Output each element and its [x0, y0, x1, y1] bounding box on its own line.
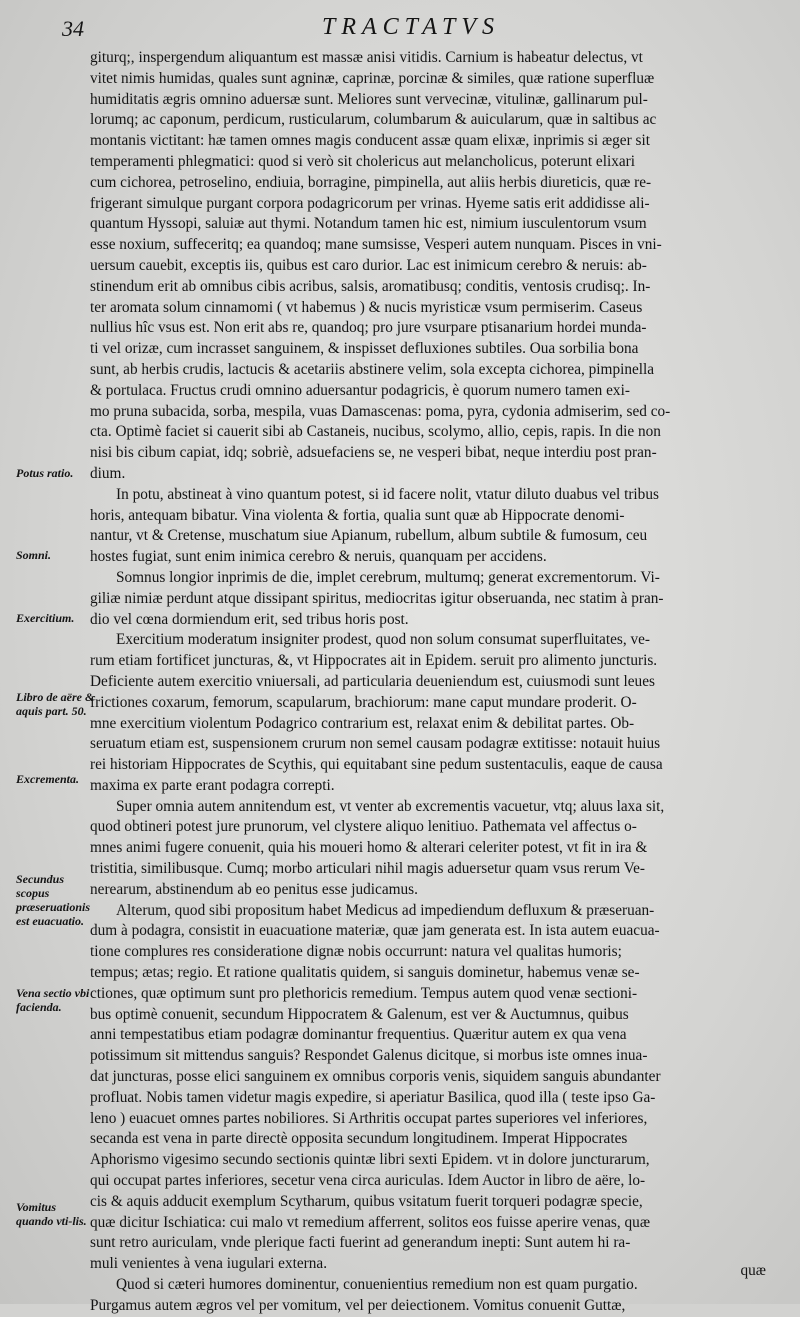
- text-line: quæ dicitur Ischiatica: cui malo vt remedium afferrent, solitos eos fuisse aperire venas, quæ: [90, 1213, 651, 1231]
- margin-note-somni: Somni.: [16, 548, 52, 562]
- margin-note-potus: Potus ratio.: [16, 466, 74, 480]
- text-line: nantur, vt & Cretense, muschatum siue Apianum, rubellum, album subtile & fumosum, ceu: [90, 527, 648, 545]
- text-line: dium.: [90, 464, 126, 482]
- text-line: temperamenti phlegmatici: quod si verò sit cholericus aut melancholicus, poterunt elixari: [90, 152, 636, 170]
- margin-note-libro: Libro de aëre & aquis part. 50.: [16, 690, 95, 718]
- text-line: tristitia, similibusque. Cumq; morbo articulari nihil magis aduersetur quam vsus rerum Ve-: [90, 860, 645, 878]
- text-line: tione complures res consideratione dignæ nobis occurrunt: natura vel qualitas humoris;: [90, 943, 622, 961]
- text-line: uersum cauebit, exceptis iis, quibus est caro durior. Lac est inimicum cerebro & neruis: ab-: [90, 256, 647, 274]
- margin-note-vomitus: Vomitus quando vti-lis.: [16, 1200, 87, 1228]
- text-line: nisi bis cibum capiat, idq; sobriè, adsuefaciens se, ne vesperi bibat, neque interdiu post pran-: [90, 444, 657, 462]
- text-line: Aphorismo vigesimo secundo sectionis quintæ libri sexti Epidem. vt in dolore juncturarum,: [90, 1151, 650, 1169]
- text-line: lorumq; ac caponum, perdicum, rusticularum, columbarum & auicularum, quæ in saltibus ac: [90, 111, 657, 129]
- page-number: 34: [62, 16, 84, 41]
- text-line: sunt, ab herbis crudis, lactucis & acetariis abstinere velim, sola excepta cichorea, pimpinella: [90, 360, 655, 378]
- text-line: giturq;, inspergendum aliquantum est massæ anisi vitidis. Carnium is habeatur delectus, vt: [90, 49, 643, 66]
- text-line: hostes fugiat, sunt enim inimica cerebro & neruis, quanquam per accidens.: [90, 548, 547, 566]
- text-line: dio vel cœna dormiendum erit, sed tribus horis post.: [90, 610, 409, 628]
- text-line: mne exercitium violentum Podagrico contrarium est, relaxat enim & debilitat partes. Ob-: [90, 714, 635, 732]
- text-line: Purgamus autem ægros vel per vomitum, vel per deiectionem. Vomitus conuenit Guttæ,: [90, 1296, 626, 1314]
- running-title: TRACTATVS: [322, 14, 501, 40]
- text-line: seruatum etiam est, suspensionem crurum non semel causam podagræ extitisse: notauit huius: [90, 735, 661, 753]
- text-line: Exercitium moderatum insigniter prodest, quod non solum consumat superfluitates, ve-: [116, 631, 651, 649]
- catchword: quæ: [740, 1262, 766, 1279]
- text-line: & portulaca. Fructus crudi omnino aduersantur podagricis, è quorum numero tamen exi-: [90, 381, 630, 399]
- text-line: anni tempestatibus etiam podagræ dominantur frequentius. Quæritur autem ex qua vena: [90, 1026, 627, 1044]
- text-line: quantum Hyssopi, saluiæ aut thymi. Notandum tamen hic est, nimium iusculentorum vsum: [90, 215, 647, 233]
- text-line: mo pruna subacida, sorba, mespila, vuas Damascenas: poma, pyra, cydonia admiserim, sed co-: [90, 402, 671, 420]
- text-line: ti vel orizæ, cum incrasset sanguinem, & inspisset defluxiones subtiles. Oua sorbilia bona: [90, 340, 639, 358]
- text-line: ter aromata solum cinnamomi ( vt habemus ) & nucis myristicæ vsum permiserim. Caseus: [90, 298, 643, 316]
- text-line: quod obtineri potest jure prunorum, vel clystere aliquo lenitiuo. Pathemata vel affectus o-: [90, 818, 637, 836]
- text-line: Deficiente autem exercitio vniuersali, ad particularia deueniendum est, cuiusmodi sunt leues: [90, 672, 655, 690]
- text-line: potissimum sit mittendus sanguis? Respondet Galenus dicitque, si morbus iste omnes inua-: [90, 1047, 648, 1065]
- text-line: cis & aquis adducit exemplum Scytharum, quibus vsitatum fuerit torqueri podagræ specie,: [90, 1192, 643, 1210]
- text-line: secanda est vena in parte directè opposita secundum longitudinem. Imperat Hippocrates: [90, 1130, 628, 1148]
- margin-note-secundus: Secundus scopus præseruationis est euacuatio.: [16, 872, 91, 928]
- text-line: Alterum, quod sibi propositum habet Medicus ad impediendum defluxum & præseruan-: [116, 901, 655, 919]
- text-line: cum cichorea, petroselino, endiuia, borragine, pimpinella, aut aliis herbis diureticis, quæ re-: [90, 173, 652, 191]
- text-line: nullius hîc vsus est. Non erit abs re, quandoq; pro jure vsurpare ptisanarium hordei munda-: [90, 319, 647, 337]
- text-line: muli venientes à vena iugulari externa.: [90, 1255, 328, 1273]
- text-line: dat juncturas, posse elici sanguinem ex omnibus corporis venis, siquidem sanguis abundanter: [90, 1068, 661, 1086]
- text-line: Super omnia autem annitendum est, vt venter ab excrementis vacuetur, vtq; aluus laxa sit,: [116, 797, 665, 815]
- text-line: montanis victitant: hæ tamen omnes magis conducent assæ quam elixæ, inprimis si æger sit: [90, 132, 650, 150]
- text-line: rum etiam fortificet juncturas, &, vt Hippocrates ait in Epidem. seruit pro alimento juncturis.: [90, 652, 658, 670]
- text-line: humiditatis ægris omnino aduersæ sunt. Meliores sunt vervecinæ, vitulinæ, gallinarum pul-: [90, 90, 648, 108]
- text-line: nerearum, abstinendum ab eo penitus esse judicamus.: [90, 880, 418, 898]
- text-line: horis, antequam bibatur. Vina violenta & fortia, qualia sunt quæ ab Hippocrate denomi-: [90, 506, 625, 524]
- text-line: frigerant simulque purgant corpora podagricorum per vrinas. Hyeme satis erit addidisse ali-: [90, 194, 650, 212]
- text-line: frictiones coxarum, femorum, scapularum, brachiorum: mane caput mundare proderit. O-: [90, 693, 637, 711]
- text-line: sunt retro auriculam, vnde plerique facti fuerint ad generandum inepti: Sunt autem hi ra-: [90, 1234, 631, 1252]
- text-line: profluat. Nobis tamen videtur magis expedire, si aperiatur Basilica, quod illa ( teste ipso Ga-: [90, 1088, 656, 1106]
- text-line: cta. Optimè faciet si cauerit sibi ab Castaneis, nucibus, scolymo, allio, cepis, rapis. In die non: [90, 423, 661, 441]
- text-line: Somnus longior inprimis de die, implet cerebrum, multumq; generat excrementorum. Vi-: [116, 568, 660, 586]
- main-text: [90, 48, 764, 1317]
- text-line: maxima ex parte erant podagra correpti.: [90, 776, 335, 794]
- margin-note-vena: Vena sectio vbi facienda.: [16, 986, 90, 1014]
- text-line: leno ) euacuet omnes partes nobiliores. Si Arthritis occupat partes superiores vel inferiores,: [90, 1109, 648, 1127]
- text-line: rei historiam Hippocrates de Scythis, qui equitabant sine pedum sustentaculis, eaque de causa: [90, 756, 663, 774]
- text-line: Quod si cæteri humores dominentur, conuenientius remedium non est quam purgatio.: [116, 1276, 638, 1294]
- text-line: esse noxium, suffeceritq; ea quandoq; mane sumsisse, Vesperi autem nunquam. Pisces in vni-: [90, 236, 662, 254]
- text-line: qui occupat partes inferiores, secetur vena circa auriculas. Idem Auctor in libro de aëre, lo-: [90, 1172, 646, 1190]
- margin-note-exercitium: Exercitium.: [16, 611, 75, 625]
- text-line: mnes animi fugere conuenit, quia his moueri homo & alterari celeriter potest, vt fit in ira &: [90, 839, 648, 857]
- text-line: dum à podagra, consistit in euacuatione materiæ, quæ jam generata est. In ista autem euacua-: [90, 922, 660, 940]
- text-line: stinendum erit ab omnibus cibis acribus, salsis, aromatibusq; conditis, ventosis crudisq;. In-: [90, 277, 651, 295]
- text-line: bus optimè conuenit, secundum Hippocratem & Galenum, est ver & Auctumnus, quibus: [90, 1005, 629, 1023]
- text-line: ctiones, quæ optimum sunt pro plethoricis remedium. Tempus autem quod venæ sectioni-: [90, 984, 638, 1002]
- text-line: giliæ nimiæ perdunt atque dissipant spiritus, mediocritas igitur obseruanda, nec statim à pran-: [90, 589, 664, 607]
- text-line: tempus; ætas; regio. Et ratione qualitatis quidem, si sanguis dominetur, habemus venæ se-: [90, 964, 640, 982]
- margin-note-excrementa: Excrementa.: [16, 772, 79, 786]
- text-line: vitet nimis humidas, quales sunt agninæ, caprinæ, porcinæ & similes, quæ ratione superfluæ: [90, 69, 655, 87]
- text-line: In potu, abstineat à vino quantum potest, si id facere nolit, vtatur diluto duabus vel tribus: [116, 485, 659, 503]
